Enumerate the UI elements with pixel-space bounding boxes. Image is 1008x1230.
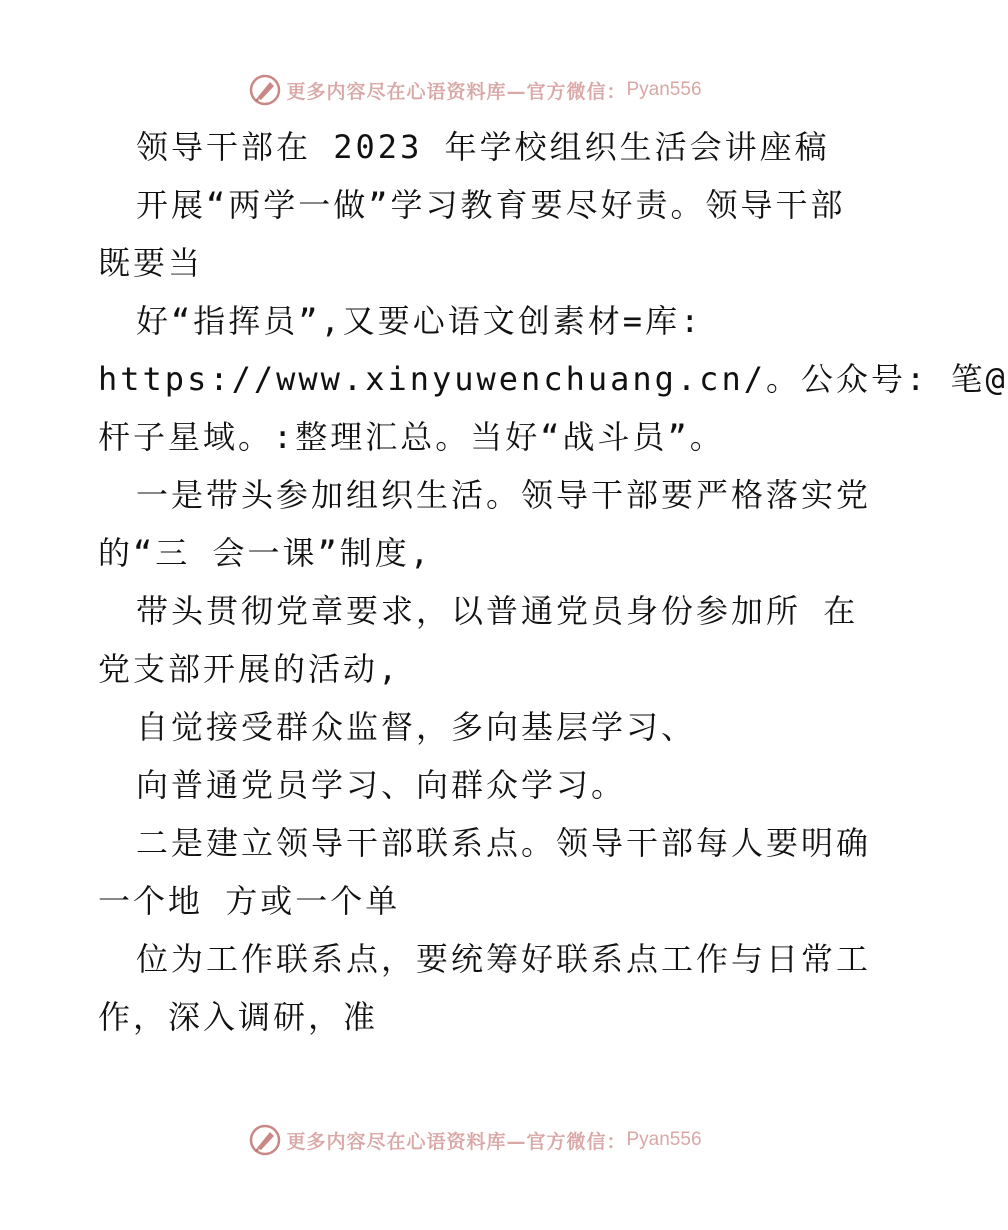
paragraph-line: 作，深入调研，准 bbox=[98, 998, 379, 1036]
banner-wechat-id: Pyan556 bbox=[626, 1129, 702, 1150]
paragraph-line: 既要当 bbox=[98, 244, 204, 282]
paragraph-line: 二是建立领导干部联系点。领导干部每人要明确 bbox=[136, 824, 872, 862]
paragraph-line: 带头贯彻党章要求，以普通党员身份参加所 在 bbox=[136, 592, 859, 630]
document-title: 领导干部在 2023 年学校组织生活会讲座稿 bbox=[136, 128, 830, 166]
paragraph-line: 一个地 方或一个单 bbox=[98, 882, 401, 920]
banner-wechat-id: Pyan556 bbox=[626, 79, 702, 100]
paragraph-line: 向普通党员学习、向群众学习。 bbox=[136, 766, 627, 804]
pen-logo-icon bbox=[248, 73, 282, 107]
document-body bbox=[98, 118, 1008, 1046]
paragraph-line: 自觉接受群众监督，多向基层学习、 bbox=[136, 708, 697, 746]
footer-banner bbox=[0, 1122, 950, 1158]
paragraph-line: 党支部开展的活动, bbox=[98, 650, 401, 688]
paragraph-line-url: https://www.xinyuwenchuang.cn/。公众号: 笔@ bbox=[98, 360, 1008, 398]
pen-logo-icon bbox=[248, 1123, 282, 1157]
paragraph-line: 杆子星域。:整理汇总。当好“战斗员”。 bbox=[98, 418, 725, 456]
paragraph-line: 位为工作联系点，要统筹好联系点工作与日常工 bbox=[136, 940, 872, 978]
paragraph-line: 的“三 会一课”制度, bbox=[98, 534, 433, 572]
paragraph-line: 一是带头参加组织生活。领导干部要严格落实党 bbox=[136, 476, 872, 514]
header-banner bbox=[0, 72, 950, 108]
paragraph-line: 开展“两学一做”学习教育要尽好责。领导干部 bbox=[136, 186, 846, 224]
banner-text: 更多内容尽在心语资料库—官方微信： bbox=[286, 1130, 627, 1153]
paragraph-line: 好“指挥员”,又要心语文创素材=库: bbox=[136, 302, 703, 340]
banner-text: 更多内容尽在心语资料库—官方微信： bbox=[286, 80, 627, 103]
